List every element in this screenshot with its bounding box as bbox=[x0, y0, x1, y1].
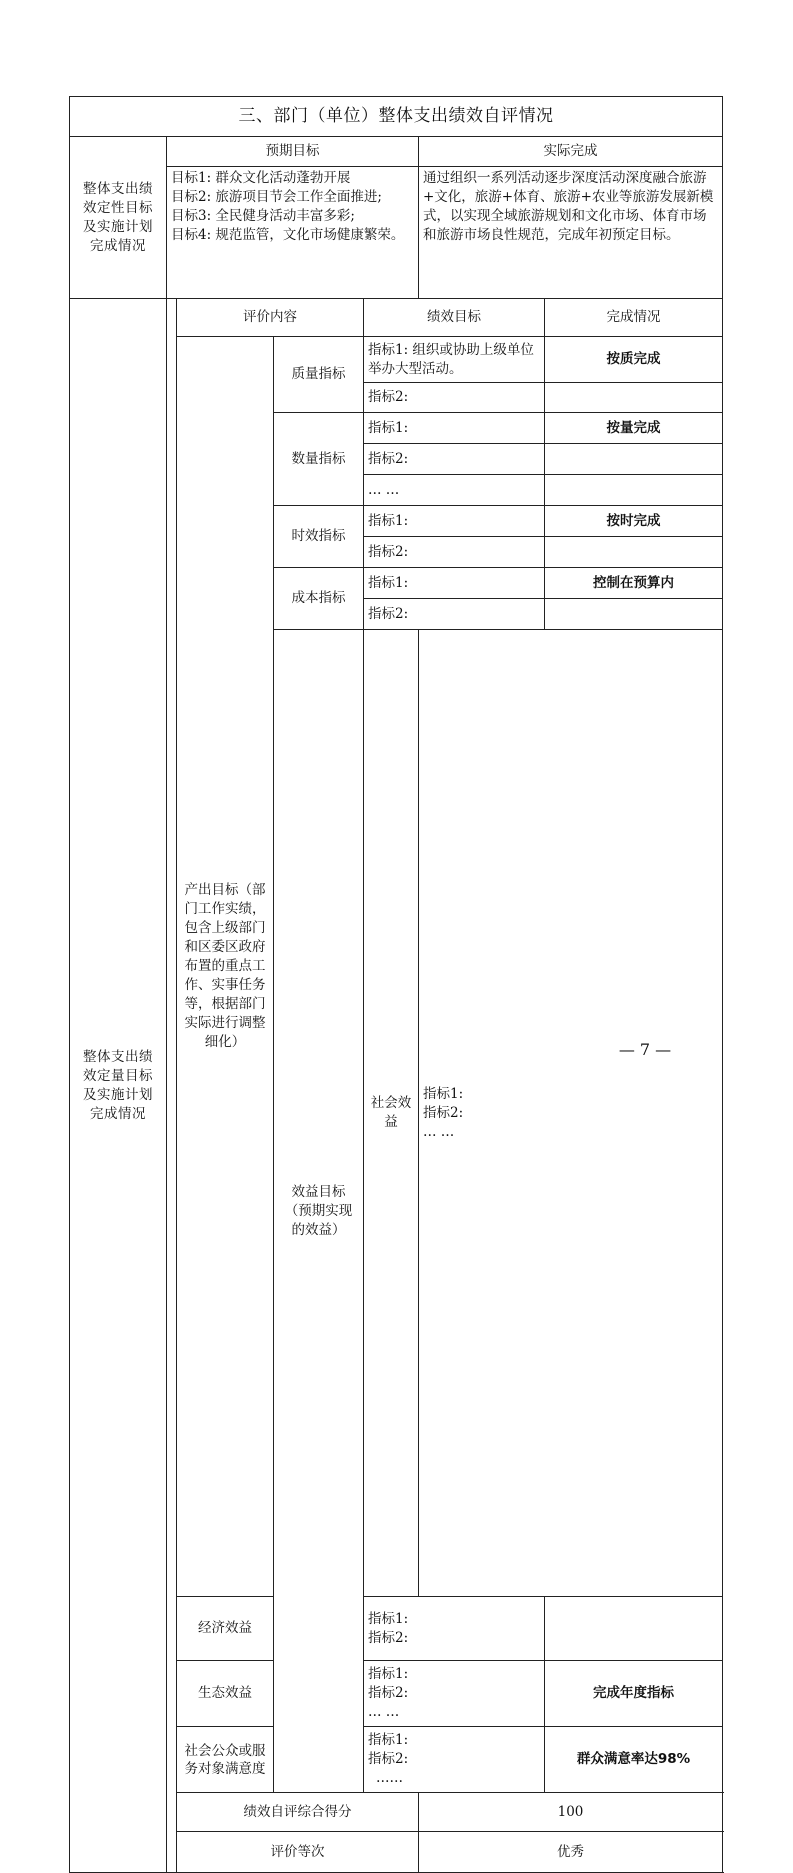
performance-self-evaluation-table bbox=[69, 96, 723, 1873]
ecological-benefit-name: 生态效益 bbox=[177, 1661, 274, 1727]
composite-score-value: 100 bbox=[419, 1793, 723, 1832]
quality-completion-2 bbox=[545, 383, 723, 413]
timeliness-indicator-2: 指标2: bbox=[364, 537, 545, 568]
performance-goal-header: 绩效目标 bbox=[364, 299, 545, 337]
social-benefit-name: 社会效益 bbox=[364, 630, 419, 1597]
timeliness-indicator-1: 指标1: bbox=[364, 506, 545, 537]
social-indicator-more: … … bbox=[423, 1123, 455, 1140]
evaluation-grade-label: 评价等次 bbox=[177, 1832, 419, 1873]
actual-completion-text: 通过组织一系列活动逐步深度活动深度融合旅游+文化，旅游+体育、旅游+农业等旅游发展新模式，以实现全域旅游规划和文化市场、体育市场和旅游市场良性规范，完成年初预定目标。 bbox=[419, 167, 723, 299]
page-number: — 7 — bbox=[618, 1040, 672, 1059]
ecological-indicator-more: … … bbox=[368, 1704, 400, 1720]
quality-indicator-1: 指标1: 组织或协助上级单位举办大型活动。 bbox=[364, 337, 545, 383]
cost-completion-2 bbox=[545, 599, 723, 630]
satisfaction-indicator-name: 社会公众或服务对象满意度 bbox=[177, 1727, 274, 1793]
quantitative-label: 整体支出绩效定量目标及实施计划完成情况 bbox=[70, 299, 167, 1873]
quantity-completion-3 bbox=[545, 475, 723, 506]
benefit-goal-label: 效益目标（预期实现的效益） bbox=[274, 630, 364, 1793]
expected-goal-1: 目标1: 群众文化活动蓬勃开展 bbox=[171, 170, 351, 186]
expected-goal-2: 目标2: 旅游项目节会工作全面推进; bbox=[171, 189, 382, 205]
social-benefit-indicators bbox=[419, 630, 723, 1597]
section-title: 三、部门（单位）整体支出绩效自评情况 bbox=[70, 97, 723, 137]
qualitative-label: 整体支出绩效定性目标及实施计划完成情况 bbox=[70, 137, 167, 299]
satisfaction-completion: 群众满意率达98% bbox=[545, 1727, 723, 1793]
economic-indicator-1: 指标1: bbox=[368, 1610, 409, 1627]
cost-indicator-name: 成本指标 bbox=[274, 568, 364, 630]
satisfaction-indicator-1: 指标1: bbox=[368, 1732, 409, 1748]
spacer-column bbox=[167, 299, 177, 1873]
completion-status-header: 完成情况 bbox=[545, 299, 723, 337]
social-indicator-1: 指标1: bbox=[423, 1085, 464, 1102]
social-indicator-2: 指标2: bbox=[423, 1104, 464, 1121]
expected-goals-list bbox=[167, 167, 419, 299]
quantity-indicator-name: 数量指标 bbox=[274, 413, 364, 506]
cost-indicator-1: 指标1: bbox=[364, 568, 545, 599]
ecological-benefit-indicators bbox=[364, 1661, 545, 1727]
economic-benefit-indicators bbox=[364, 1597, 545, 1661]
quantity-indicator-1: 指标1: bbox=[364, 413, 545, 444]
timeliness-completion: 按时完成 bbox=[545, 506, 723, 537]
expected-goal-3: 目标3: 全民健身活动丰富多彩; bbox=[171, 208, 355, 224]
economic-indicator-2: 指标2: bbox=[368, 1629, 409, 1646]
expected-goal-header: 预期目标 bbox=[167, 137, 419, 167]
satisfaction-indicator-2: 指标2: bbox=[368, 1751, 409, 1767]
evaluation-grade-value: 优秀 bbox=[419, 1832, 723, 1873]
satisfaction-indicators bbox=[364, 1727, 545, 1793]
ecological-benefit-completion: 完成年度指标 bbox=[545, 1661, 723, 1727]
cost-indicator-2: 指标2: bbox=[364, 599, 545, 630]
actual-completion-header: 实际完成 bbox=[419, 137, 723, 167]
quality-indicator-name: 质量指标 bbox=[274, 337, 364, 413]
economic-benefit-completion bbox=[545, 1597, 723, 1661]
timeliness-indicator-name: 时效指标 bbox=[274, 506, 364, 568]
evaluation-content-header: 评价内容 bbox=[177, 299, 364, 337]
economic-benefit-name: 经济效益 bbox=[177, 1597, 274, 1661]
quantity-completion-2 bbox=[545, 444, 723, 475]
ecological-indicator-1: 指标1: bbox=[368, 1666, 409, 1682]
quantity-indicator-2: 指标2: bbox=[364, 444, 545, 475]
timeliness-completion-2 bbox=[545, 537, 723, 568]
ecological-indicator-2: 指标2: bbox=[368, 1685, 409, 1701]
cost-completion: 控制在预算内 bbox=[545, 568, 723, 599]
quality-indicator-2: 指标2: bbox=[364, 383, 545, 413]
quantity-indicator-more: … … bbox=[364, 475, 545, 506]
expected-goal-4: 目标4: 规范监管，文化市场健康繁荣。 bbox=[171, 227, 405, 243]
output-goal-label: 产出目标（部门工作实绩，包含上级部门和区委区政府布置的重点工作、实事任务等，根据部门实际进行调整细化） bbox=[177, 337, 274, 1597]
quality-completion: 按质完成 bbox=[545, 337, 723, 383]
composite-score-label: 绩效自评综合得分 bbox=[177, 1793, 419, 1832]
satisfaction-indicator-more: …… bbox=[376, 1770, 403, 1786]
quantity-completion: 按量完成 bbox=[545, 413, 723, 444]
